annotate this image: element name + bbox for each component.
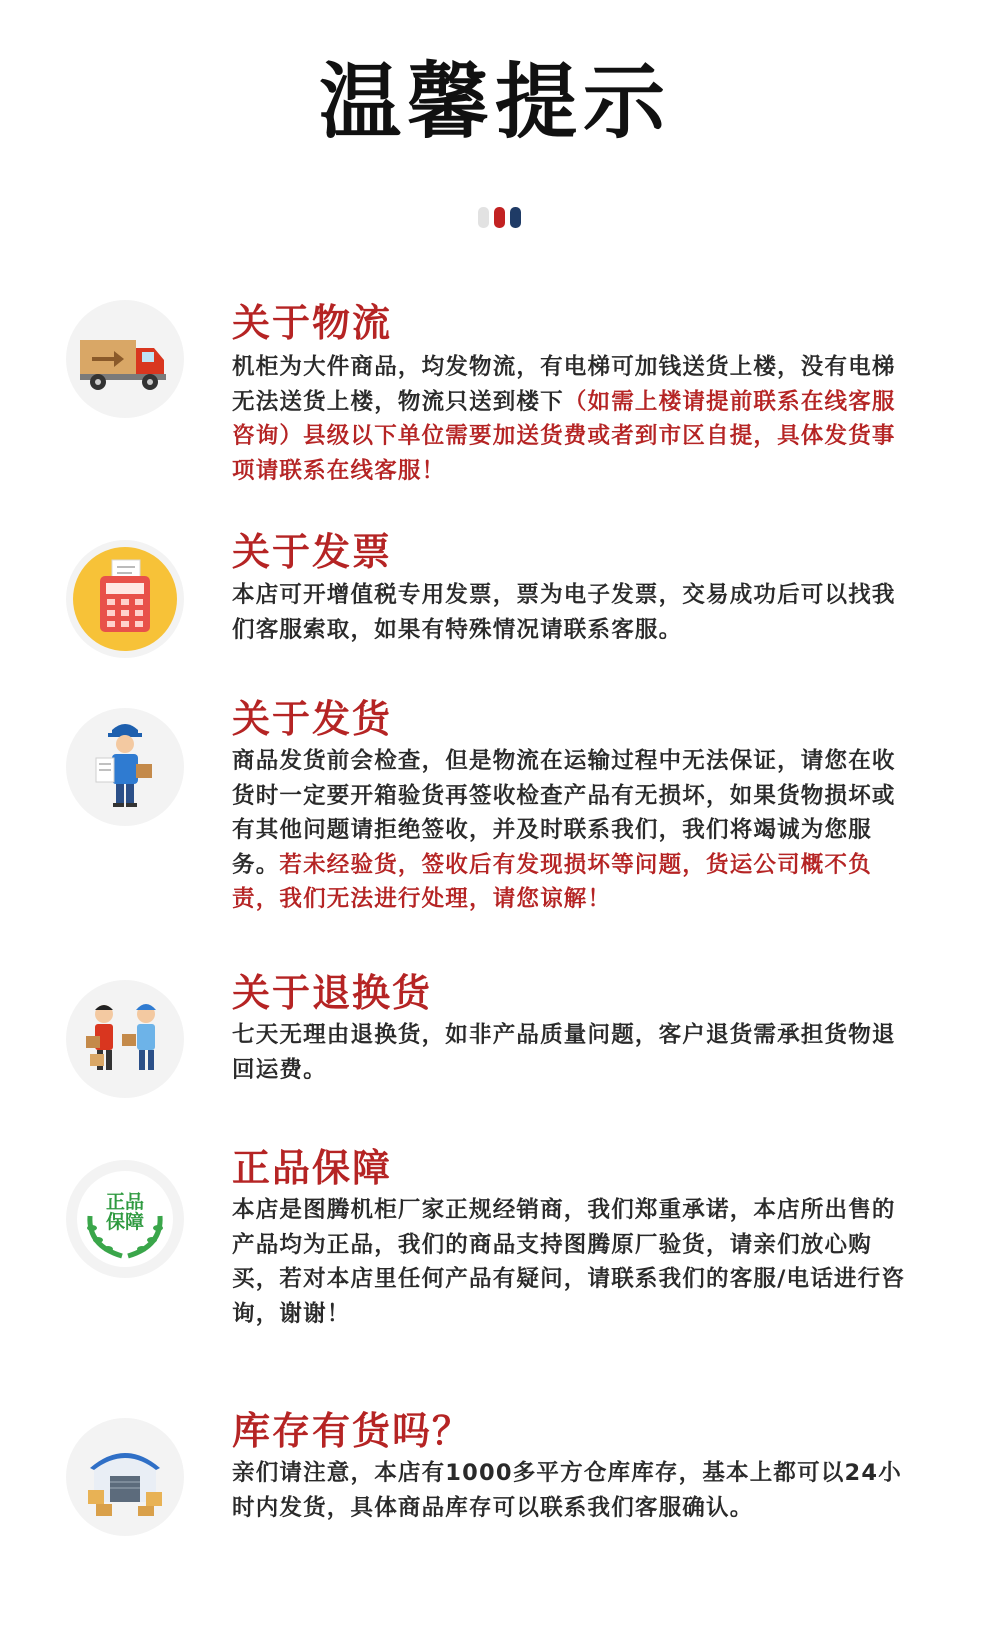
section-title: 库存有货吗？ bbox=[232, 1409, 473, 1453]
divider-dot-gray bbox=[478, 207, 489, 228]
section-title: 关于退换货 bbox=[232, 971, 433, 1015]
body-text: 本店可开增值税专用发票，票为电子发票，交易成功后可以找我们客服索取，如果有特殊情况请联系客服。 bbox=[232, 582, 896, 643]
body-text: 七天无理由退换货，如非产品质量问题，客户退货需承担货物退回运费。 bbox=[232, 1022, 896, 1083]
body-text: 商品发货前会检查，但是物流在运输过程中无法保证，请您在收货时一定要开箱验货再签收检查产品有无损坏，如果货物损坏或有其他问题请拒绝签收，并及时联系我们，我们将竭诚为您服务。 bbox=[232, 748, 896, 878]
body-text: 机柜为大件商品，均发物流，有电梯可加钱送货上楼，没有电梯无法送货上楼，物流只送到楼下 bbox=[232, 354, 896, 415]
truck-icon bbox=[66, 300, 184, 418]
invoice-machine-icon bbox=[66, 540, 184, 658]
section-title: 关于发货 bbox=[232, 697, 393, 741]
section-body bbox=[232, 1193, 912, 1331]
section-body bbox=[232, 1018, 912, 1087]
section-body bbox=[232, 350, 912, 488]
section-body bbox=[232, 578, 912, 647]
divider-dot-red bbox=[494, 207, 505, 228]
page-title: 温馨提示 bbox=[318, 55, 671, 150]
body-text: 本店是图腾机柜厂家正规经销商，我们郑重承诺，本店所出售的产品均为正品，我们的商品支持图腾原厂验货，请亲们放心购买，若对本店里任何产品有疑问，请联系我们的客服/电话进行咨询，谢谢！ bbox=[232, 1197, 906, 1327]
badge-text-top: 正品 bbox=[105, 1191, 145, 1213]
body-text-highlight: （如需上楼请提前联系在线客服咨询）县级以下单位需要加送货费或者到市区自提，具体发货事项请联系在线客服！ bbox=[232, 388, 896, 484]
section-title: 关于发票 bbox=[232, 530, 393, 574]
body-text-highlight: 若未经验货，签收后有发现损坏等问题，货运公司概不负责，我们无法进行处理，请您谅解！ bbox=[232, 851, 872, 912]
warehouse-icon bbox=[66, 1418, 184, 1536]
delivery-man-icon bbox=[66, 708, 184, 826]
exchange-people-icon bbox=[66, 980, 184, 1098]
section-title: 正品保障 bbox=[232, 1146, 393, 1190]
section-body bbox=[232, 744, 912, 917]
divider-dot-navy bbox=[510, 207, 521, 228]
genuine-badge-icon bbox=[66, 1160, 184, 1278]
body-text: 亲们请注意，本店有1000多平方仓库库存，基本上都可以24小时内发货，具体商品库存可以联系我们客服确认。 bbox=[232, 1460, 902, 1521]
section-title: 关于物流 bbox=[232, 301, 393, 345]
badge-text-bottom: 保障 bbox=[105, 1211, 145, 1233]
section-body bbox=[232, 1456, 912, 1525]
